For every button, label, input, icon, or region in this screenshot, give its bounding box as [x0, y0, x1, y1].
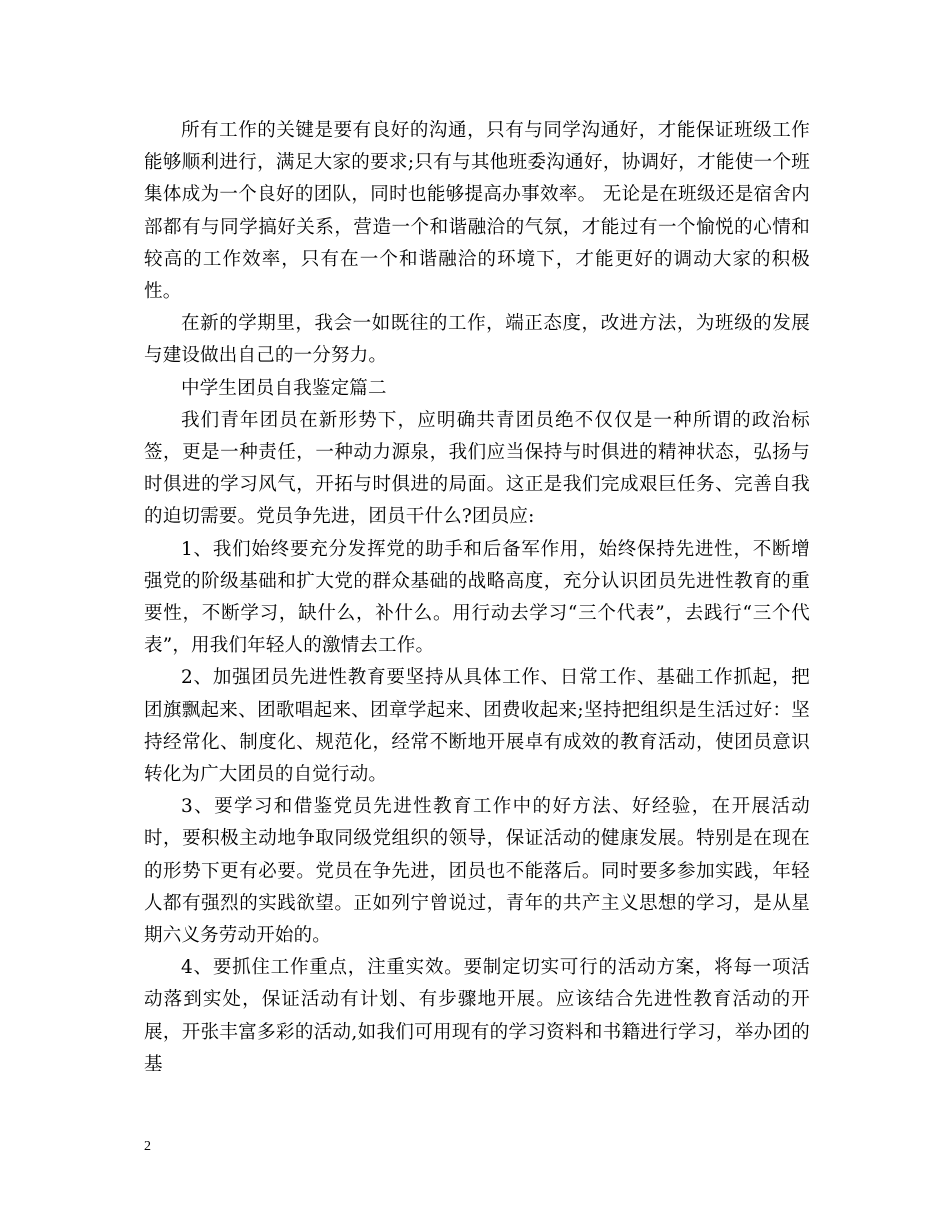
- paragraph-new-semester: 在新的学期里，我会一如既往的工作，端正态度，改进方法，为班级的发展与建设做出自己的一分努力。: [144, 313, 810, 367]
- page-number: 2: [144, 1139, 151, 1154]
- section-heading: 中学生团员自我鉴定篇二: [181, 377, 387, 399]
- paragraph-point-2: 2、加强团员先进性教育要坚持从具体工作、日常工作、基础工作抓起，把团旗飘起来、团歌唱起来、团章学起来、团费收起来;坚持把组织是生活过好：坚持经常化、制度化、规范化，经常不断地开展卓有成效的教育活动，使团员意识转化为广大团员的自觉行动。: [144, 667, 810, 786]
- paragraph-point-4: 4、要抓住工作重点，注重实效。要制定切实可行的活动方案，将每一项活动落到实处，保证活动有计划、有步骤地开展。应该结合先进性教育活动的开展，开张丰富多彩的活动,如我们可用现有的学习资料和书籍进行学习，举办团的基: [144, 957, 810, 1075]
- paragraph-point-1: 1、我们始终要充分发挥党的助手和后备军作用，始终保持先进性，不断增强党的阶级基础和扩大党的群众基础的战略高度，充分认识团员先进性教育的重要性，不断学习，缺什么，补什么。用行动去学习“三个代表”，去践行“三个代表”，用我们年轻人的激情去工作。: [144, 538, 810, 657]
- paragraph-point-3: 3、要学习和借鉴党员先进性教育工作中的好方法、好经验，在开展活动时，要积极主动地争取同级党组织的领导，保证活动的健康发展。特别是在现在的形势下更有必要。党员在争先进，团员也不能落后。同时要多参加实践，年轻人都有强烈的实践欲望。正如列宁曾说过，青年的共产主义思想的学习，是从星期六义务劳动开始的。: [144, 796, 810, 947]
- document-body: [144, 115, 810, 1081]
- paragraph-communication: 所有工作的关键是要有良好的沟通，只有与同学沟通好，才能保证班级工作能够顺利进行，满足大家的要求;只有与其他班委沟通好，协调好，才能使一个班集体成为一个良好的团队，同时也能够提高办事效率。 无论是在班级还是宿舍内部都有与同学搞好关系，营造一个和谐融洽的气氛，才能过有一个愉悦的心情和较高的工作效率，只有在一个和谐融洽的环境下，才能更好的调动大家的积极性。: [144, 120, 810, 303]
- paragraph-intro: 我们青年团员在新形势下，应明确共青团员绝不仅仅是一种所谓的政治标签，更是一种责任，一种动力源泉，我们应当保持与时俱进的精神状态，弘扬与时俱进的学习风气，开拓与时俱进的局面。这正是我们完成艰巨任务、完善自我的迫切需要。党员争先进，团员干什么?团员应:: [144, 409, 810, 528]
